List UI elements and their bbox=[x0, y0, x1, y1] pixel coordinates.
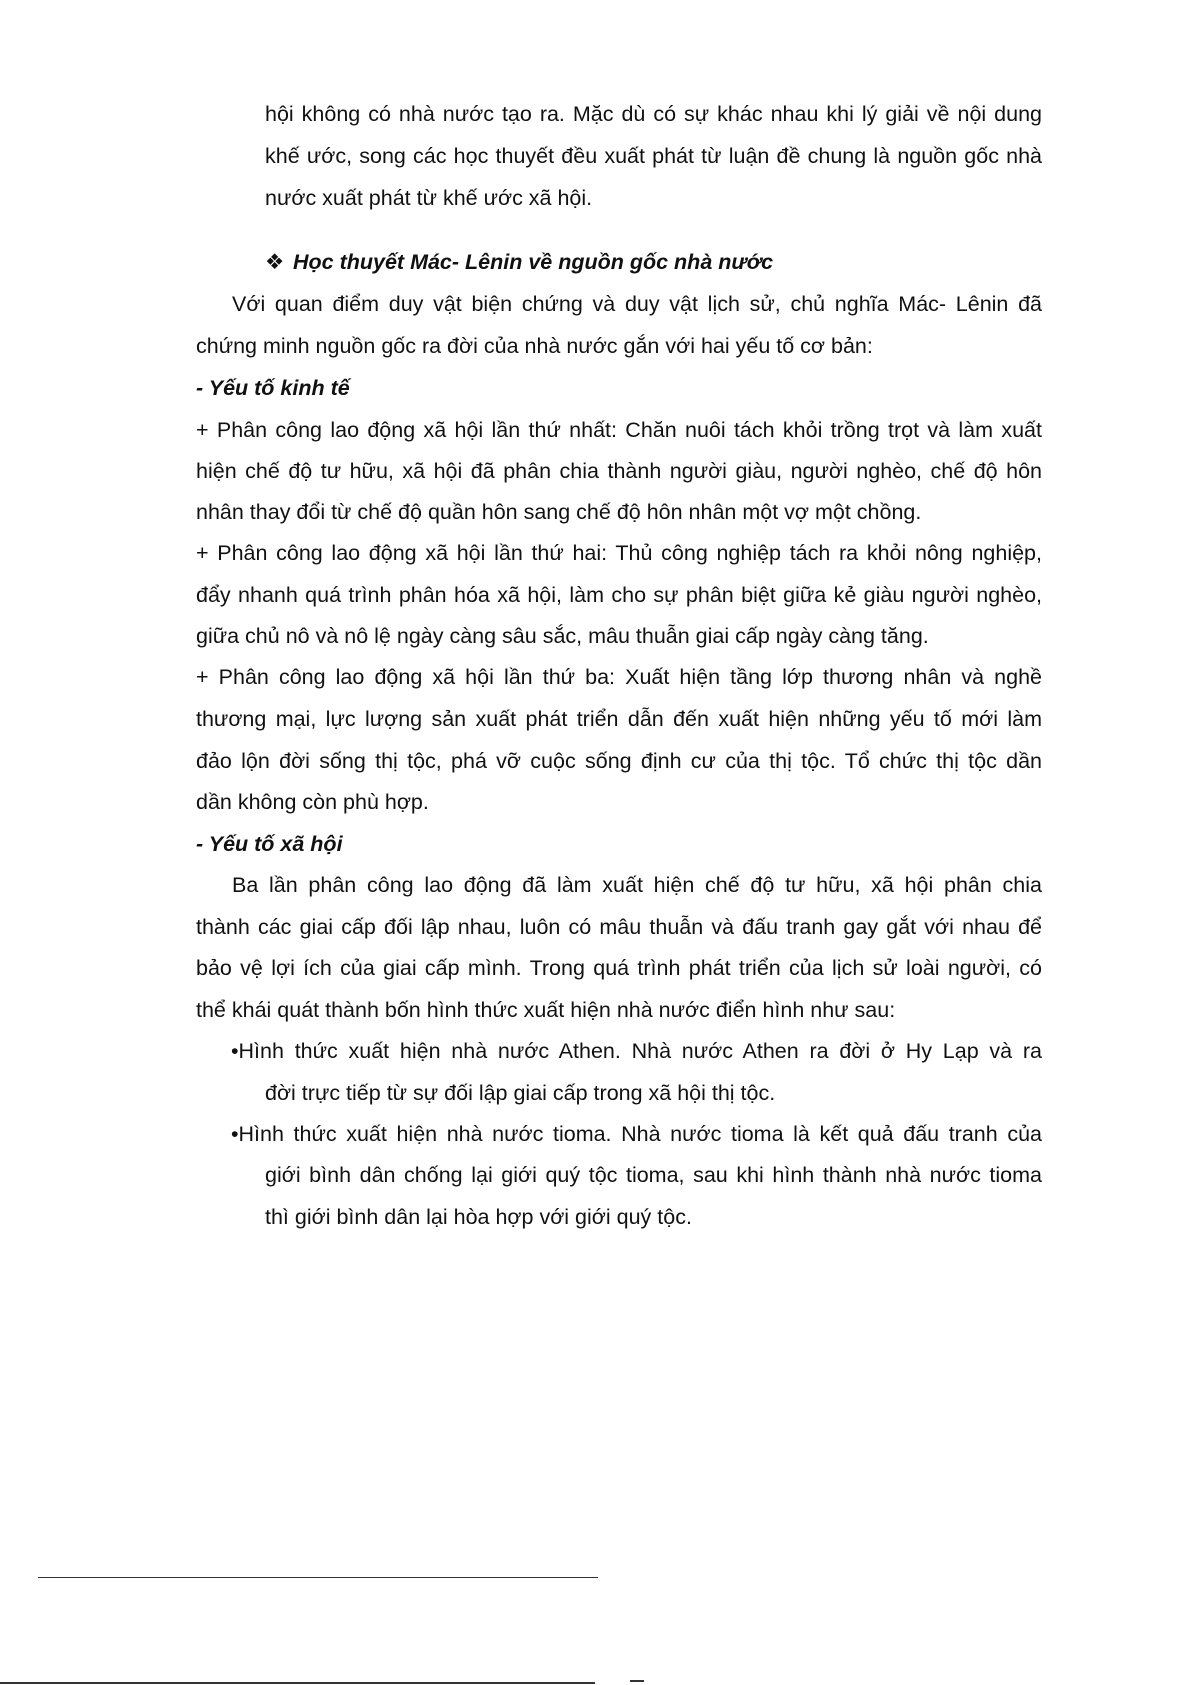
paragraph-line: dần không còn phù hợp. bbox=[196, 790, 429, 814]
list-item-continuation: thì giới bình dân lại hòa hợp với giới quý tộc. bbox=[265, 1205, 692, 1229]
paragraph-line: + Phân công lao động xã hội lần thứ ba: Xuất hiện tầng lớp thương nhân và nghề bbox=[196, 665, 1042, 689]
section-heading-text: Học thuyết Mác- Lênin về nguồn gốc nhà nước bbox=[293, 250, 774, 274]
diamond-bullet-icon: ❖ bbox=[265, 250, 285, 274]
list-item: •Hình thức xuất hiện nhà nước Athen. Nhà nước Athen ra đời ở Hy Lạp và ra bbox=[231, 1039, 1042, 1063]
footnote-separator bbox=[38, 1577, 598, 1578]
paragraph-line: nhân thay đổi từ chế độ quần hôn sang chế độ hôn nhân một vợ một chồng. bbox=[196, 500, 922, 524]
paragraph-line: hiện chế độ tư hữu, xã hội đã phân chia thành người giàu, người nghèo, chế độ hôn bbox=[196, 459, 1042, 483]
section-heading bbox=[265, 247, 1042, 277]
intro-line: khế ước, song các học thuyết đều xuất phát từ luận đề chung là nguồn gốc nhà bbox=[265, 144, 1042, 168]
paragraph-line: Ba lần phân công lao động đã làm xuất hiện chế độ tư hữu, xã hội phân chia bbox=[232, 873, 1042, 897]
paragraph-line: thành các giai cấp đối lập nhau, luôn có mâu thuẫn và đấu tranh gay gắt với nhau để bbox=[196, 915, 1042, 939]
subheading-social: - Yếu tố xã hội bbox=[196, 832, 343, 856]
paragraph-line: + Phân công lao động xã hội lần thứ hai: Thủ công nghiệp tách ra khỏi nông nghiệp, bbox=[196, 541, 1042, 565]
page-bottom-rule bbox=[0, 1682, 595, 1684]
list-item-continuation: giới bình dân chống lại giới quý tộc tioma, sau khi hình thành nhà nước tioma bbox=[265, 1163, 1042, 1187]
subheading-economic: - Yếu tố kinh tế bbox=[196, 376, 350, 400]
paragraph-line: chứng minh nguồn gốc ra đời của nhà nước gắn với hai yếu tố cơ bản: bbox=[196, 334, 873, 358]
paragraph-line: đảo lộn đời sống thị tộc, phá vỡ cuộc sống định cư của thị tộc. Tổ chức thị tộc dần bbox=[196, 749, 1042, 773]
paragraph-line: thương mại, lực lượng sản xuất phát triển dẫn đến xuất hiện những yếu tố mới làm bbox=[196, 707, 1042, 731]
intro-line: nước xuất phát từ khế ước xã hội. bbox=[265, 186, 593, 210]
list-item-continuation: đời trực tiếp từ sự đối lập giai cấp trong xã hội thị tộc. bbox=[265, 1081, 776, 1105]
page-bottom-mark bbox=[630, 1680, 644, 1682]
paragraph-line: giữa chủ nô và nô lệ ngày càng sâu sắc, mâu thuẫn giai cấp ngày càng tăng. bbox=[196, 624, 929, 648]
paragraph-line: thể khái quát thành bốn hình thức xuất hiện nhà nước điển hình như sau: bbox=[196, 998, 896, 1022]
paragraph-line: đẩy nhanh quá trình phân hóa xã hội, làm cho sự phân biệt giữa kẻ giàu người nghèo, bbox=[196, 583, 1042, 607]
paragraph-line: + Phân công lao động xã hội lần thứ nhất: Chăn nuôi tách khỏi trồng trọt và làm xuất bbox=[196, 418, 1042, 442]
intro-line: hội không có nhà nước tạo ra. Mặc dù có sự khác nhau khi lý giải về nội dung bbox=[265, 102, 1042, 126]
paragraph-line: Với quan điểm duy vật biện chứng và duy vật lịch sử, chủ nghĩa Mác- Lênin đã bbox=[232, 292, 1042, 316]
paragraph-line: bảo vệ lợi ích của giai cấp mình. Trong quá trình phát triển của lịch sử loài người, có bbox=[196, 956, 1042, 980]
list-item: •Hình thức xuất hiện nhà nước tioma. Nhà nước tioma là kết quả đấu tranh của bbox=[231, 1122, 1042, 1146]
